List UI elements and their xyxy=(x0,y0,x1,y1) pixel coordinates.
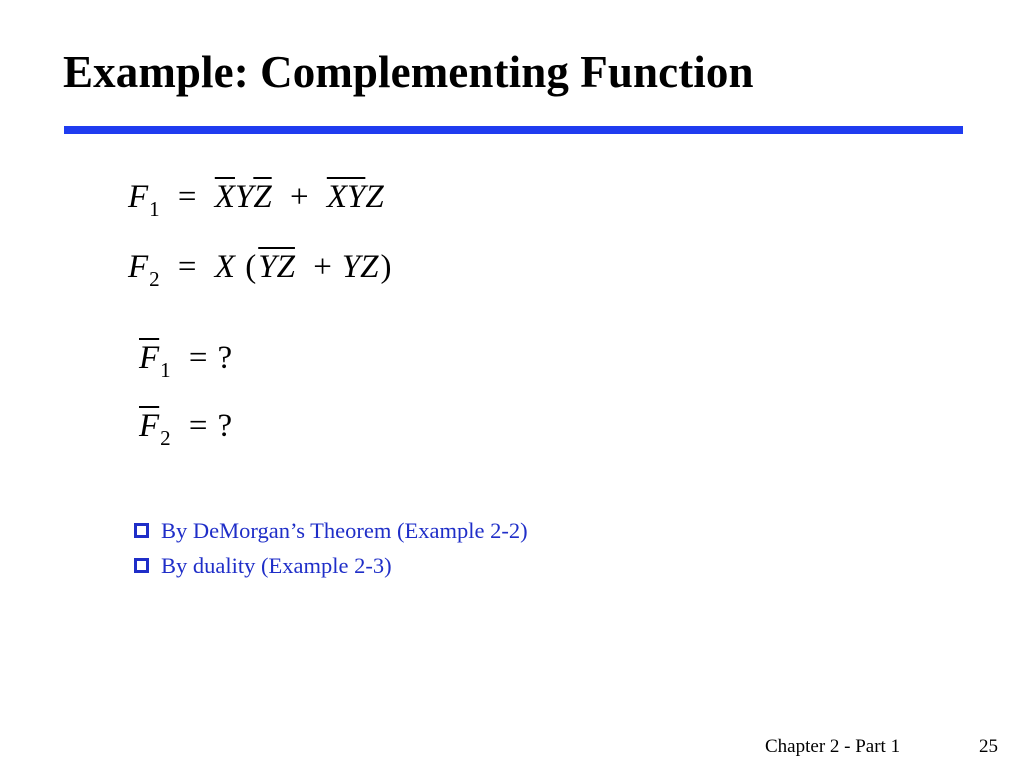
f1-equals: = xyxy=(177,179,197,215)
q2-question-mark: ? xyxy=(217,408,233,444)
bullet-duality-text: By duality (Example 2-3) xyxy=(161,552,392,578)
question-f2-complement xyxy=(139,408,233,450)
f2-yz-bar: $\overline{YZ}$ xyxy=(258,249,295,285)
f1-term1-x-bar: $\overline{X}$ xyxy=(214,179,235,215)
f2-plus: + xyxy=(313,249,332,285)
f2-lhs: F xyxy=(128,249,149,285)
f1-term2-y-bar: $\overline{Y}$ xyxy=(346,179,366,215)
square-bullet-icon xyxy=(134,558,149,573)
f2-open-paren: ( xyxy=(245,249,257,285)
q1-question-mark: ? xyxy=(217,340,233,376)
equation-f2 xyxy=(128,249,394,291)
f2-equals: = xyxy=(177,249,197,285)
bullet-demorgan-text: By DeMorgan’s Theorem (Example 2-2) xyxy=(161,517,528,543)
f1-subscript: 1 xyxy=(149,197,160,221)
q1-lhs-bar: $\overline{F}$ xyxy=(139,340,160,376)
q1-subscript: 1 xyxy=(160,358,171,382)
question-f1-complement xyxy=(139,340,233,382)
q2-subscript: 2 xyxy=(160,426,171,450)
method-bullet-list xyxy=(134,513,528,583)
slide-title: Example: Complementing Function xyxy=(63,47,754,97)
f1-term1-y: Y xyxy=(234,179,254,215)
q2-equals: = xyxy=(188,408,208,444)
f1-term1-z-bar: $\overline{Z}$ xyxy=(253,179,272,215)
q2-lhs-bar: $\overline{F}$ xyxy=(139,408,160,444)
footer-chapter: Chapter 2 - Part 1 xyxy=(765,736,901,757)
bullet-demorgan xyxy=(134,513,528,548)
f1-plus: + xyxy=(289,179,309,215)
f2-close-paren: ) xyxy=(380,249,392,285)
f1-term2-z: Z xyxy=(365,179,384,215)
title-divider xyxy=(64,126,963,134)
f1-lhs: F xyxy=(128,179,149,215)
f2-subscript: 2 xyxy=(149,267,160,291)
f2-yz: YZ xyxy=(341,249,379,285)
square-bullet-icon xyxy=(134,523,149,538)
equation-f1 xyxy=(128,179,384,221)
q1-equals: = xyxy=(188,340,208,376)
f2-x: X xyxy=(214,249,235,285)
slide-number: 25 xyxy=(979,736,998,757)
f1-term2-x-bar: $\overline{X}$ xyxy=(326,179,347,215)
bullet-duality xyxy=(134,548,528,583)
